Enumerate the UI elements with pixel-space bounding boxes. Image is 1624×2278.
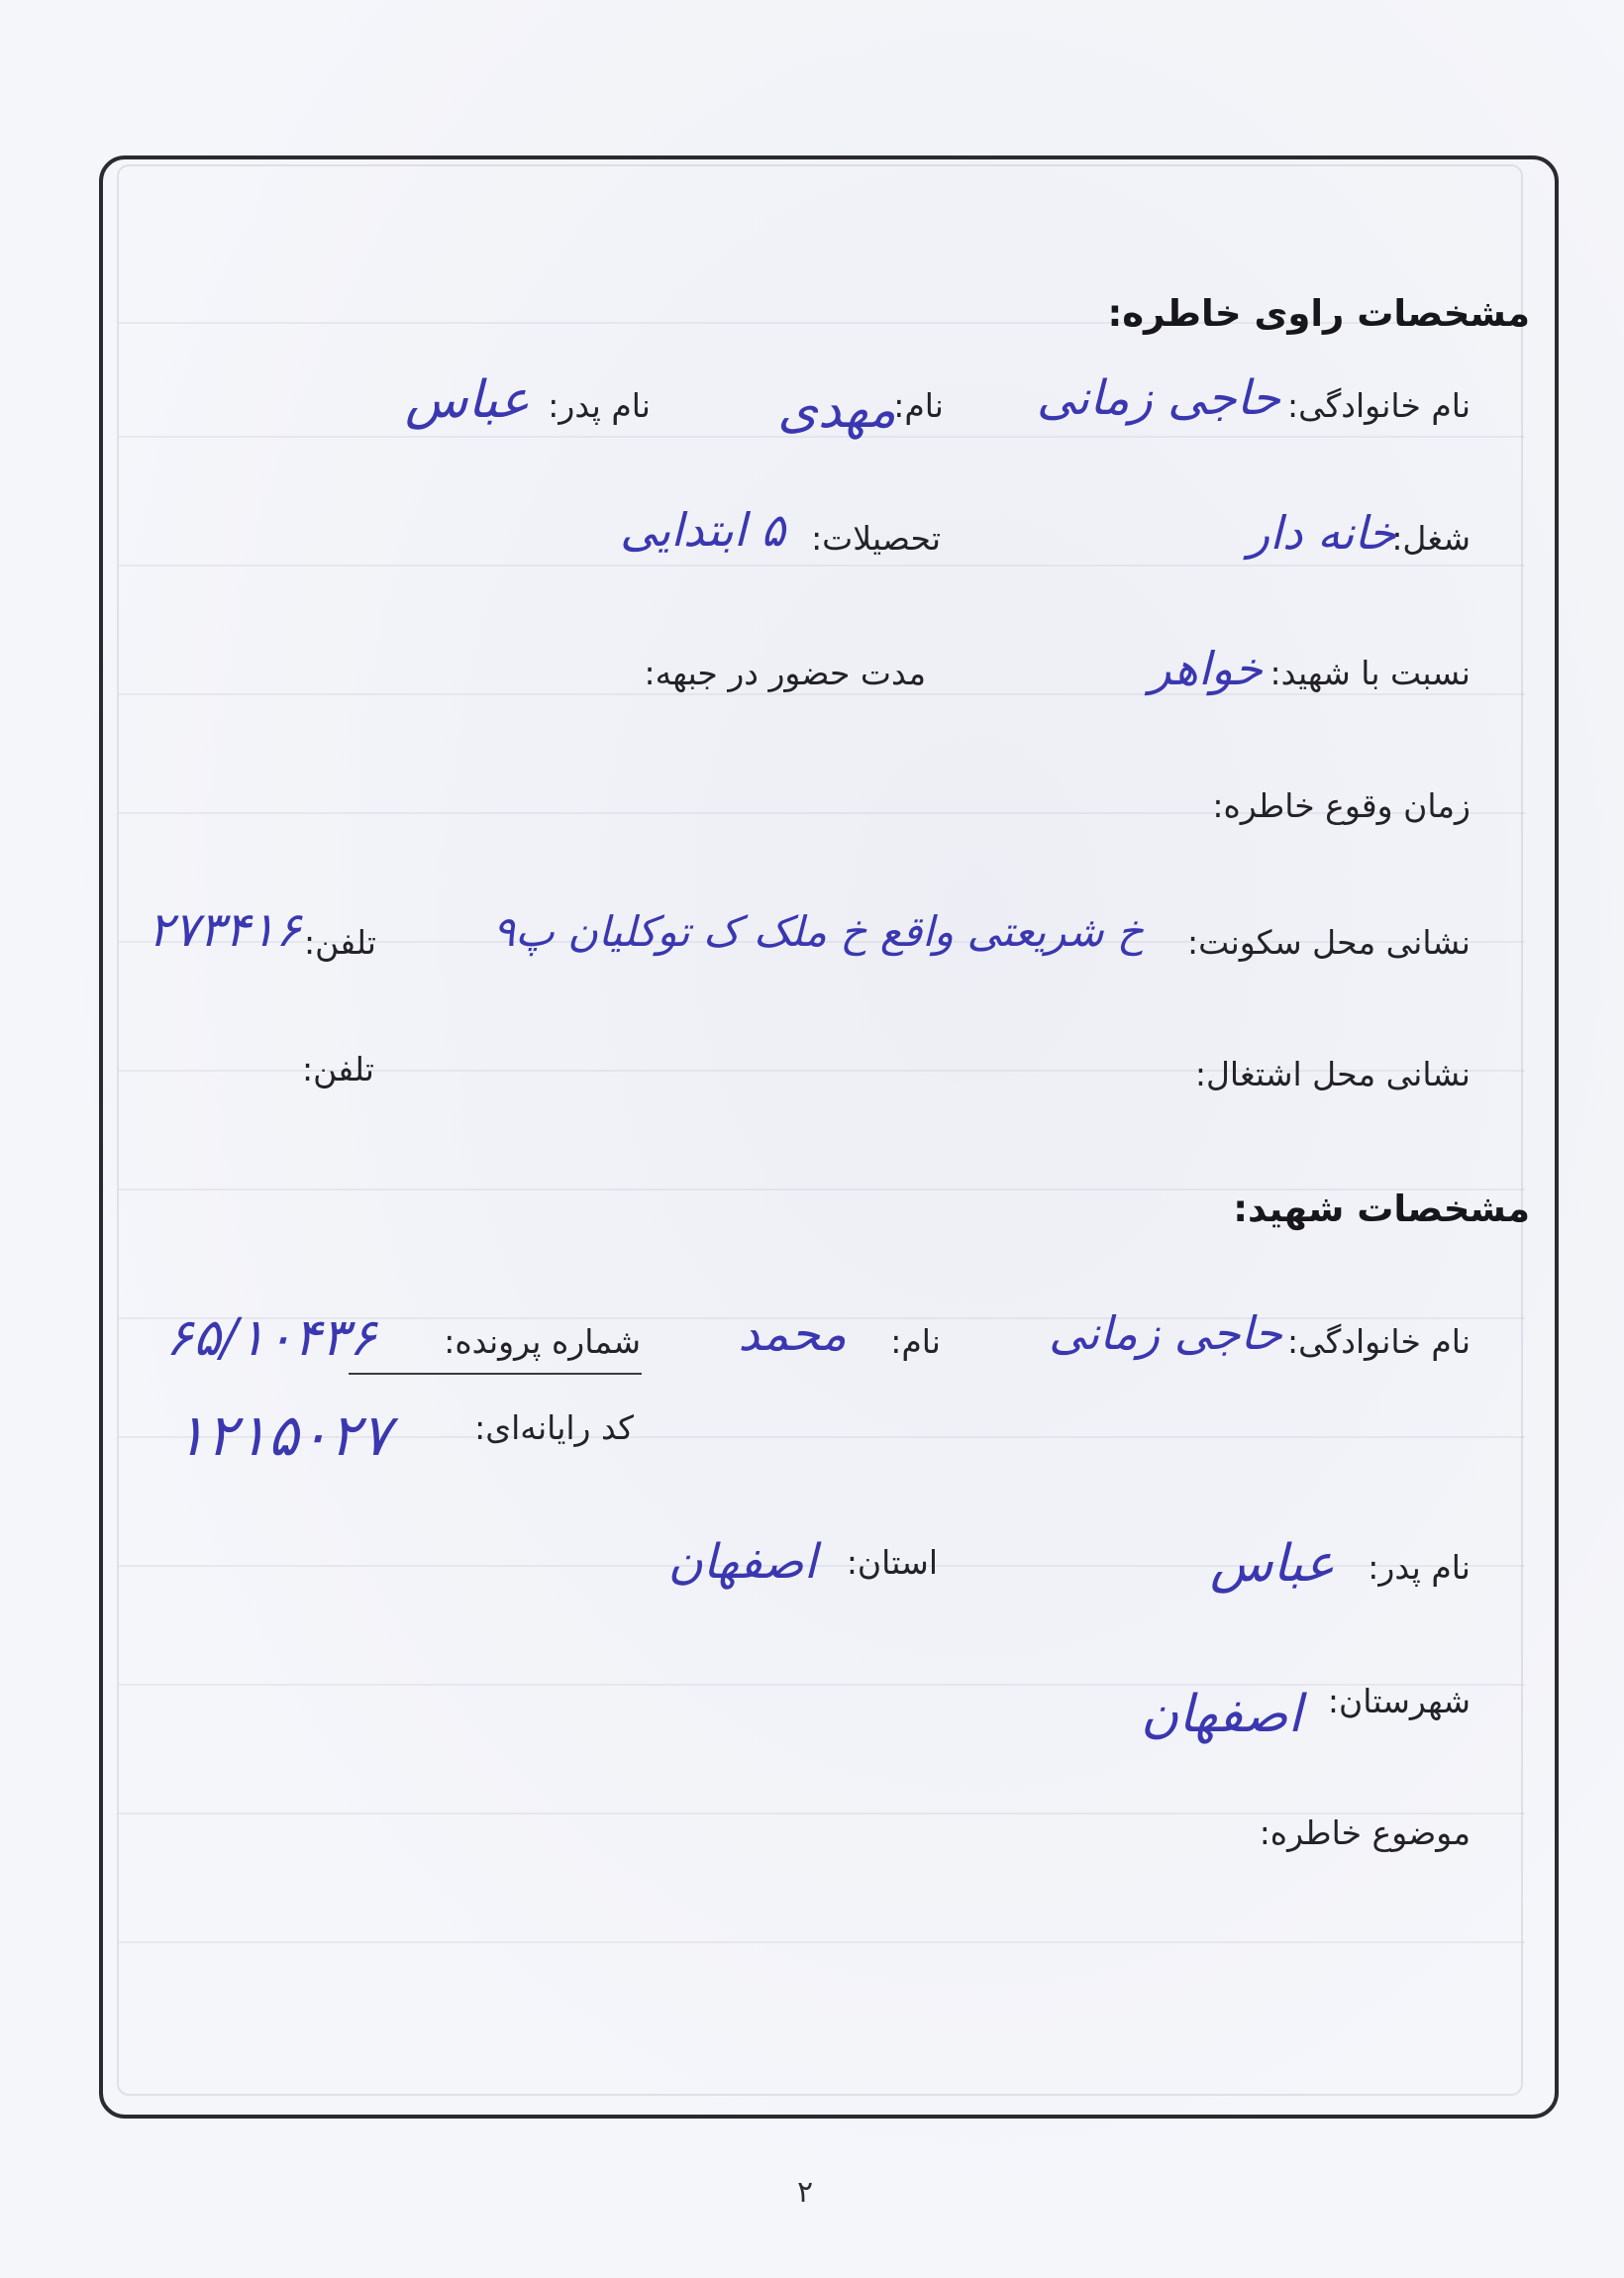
narrator-work-phone-label: تلفن: <box>301 1050 374 1088</box>
narrator-education-label: تحصیلات: <box>811 519 941 558</box>
narrator-home-address-value: خ شریعتی واقع خ ملک ک توکلیان پ۹ <box>492 907 1144 956</box>
martyr-file-number-value: ۶۵/۱۰۴۳۶ <box>164 1308 376 1368</box>
file-number-underline <box>349 1373 642 1375</box>
narrator-job-label: شغل: <box>1391 519 1471 558</box>
martyr-family-name-value: حاجی زمانی <box>1049 1306 1282 1360</box>
narrator-father-name-value: عباس <box>404 370 530 430</box>
narrator-relation-value: خواهر <box>1149 642 1263 695</box>
martyr-family-name-label: نام خانوادگی: <box>1286 1322 1471 1361</box>
martyr-city-label: شهرستان: <box>1327 1682 1471 1720</box>
narrator-family-name-label: نام خانوادگی: <box>1286 386 1471 425</box>
narrator-relation-label: نسبت با شهید: <box>1269 654 1471 692</box>
narrator-education-value: ۵ ابتدایی <box>620 503 785 557</box>
narrator-job-value: خانه دار <box>1247 506 1396 560</box>
martyr-first-name-value: محمد <box>738 1306 847 1362</box>
martyr-file-number-label: شماره پرونده: <box>444 1322 641 1361</box>
martyr-computer-code-value: ۱۲۱۵۰۲۷ <box>174 1401 391 1469</box>
narrator-first-name-label: نام: <box>893 386 944 425</box>
martyr-father-name-value: عباس <box>1209 1534 1335 1594</box>
martyr-province-value: اصفهان <box>667 1534 817 1590</box>
page-number: ۲ <box>797 2175 814 2210</box>
narrator-section-heading: مشخصات راوی خاطره: <box>1107 292 1530 335</box>
narrator-home-phone-label: تلفن: <box>303 923 376 962</box>
narrator-home-phone-value: ۲۷۳۴۱۶ <box>148 902 301 958</box>
martyr-computer-code-label: کد رایانه‌ای: <box>474 1408 634 1447</box>
narrator-home-address-label: نشانی محل سکونت: <box>1187 923 1471 962</box>
martyr-memory-subject-label: موضوع خاطره: <box>1259 1813 1471 1852</box>
martyr-city-value: اصفهان <box>1141 1685 1302 1744</box>
martyr-section-heading: مشخصات شهید: <box>1233 1188 1530 1230</box>
narrator-memory-time-label: زمان وقوع خاطره: <box>1212 786 1471 825</box>
narrator-first-name-value: مهدی <box>777 380 896 440</box>
narrator-family-name-value: حاجی زمانی <box>1036 370 1280 426</box>
narrator-work-address-label: نشانی محل اشتغال: <box>1194 1055 1471 1093</box>
martyr-father-name-label: نام پدر: <box>1368 1548 1471 1587</box>
martyr-province-label: استان: <box>846 1543 938 1582</box>
narrator-front-duration-label: مدت حضور در جبهه: <box>644 654 926 692</box>
martyr-first-name-label: نام: <box>890 1322 941 1361</box>
narrator-father-name-label: نام پدر: <box>548 386 651 425</box>
